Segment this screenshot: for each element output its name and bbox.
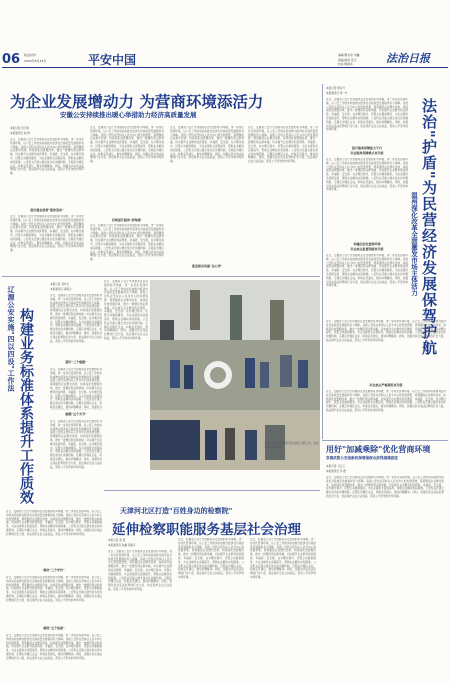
masthead	[0, 0, 450, 68]
page-date-line1: 政法时评	[24, 53, 37, 57]
article-left-subhead4: 确保"五个结果"	[43, 626, 65, 630]
article-bottom-byline1: 本报记者 张 晨	[108, 539, 126, 542]
article-right-subhead1: 提升服务保障能力平台	[351, 146, 382, 150]
page-number: 06	[2, 52, 21, 67]
article-top-col1-text2: 近日，安徽省公安厅出台服务企业发展的系列举措，进一步优化营商环境，以公安工作的实际成效为经济社会高质量发展提供有力保障。各级公安机关坚持以人民为中心的发展思想，紧紧围绕企业群众需求，持续深化放管服改革，推出一批便民利企新举措，切实提升企业群众的获得感、幸福感、安全感。在办理过程中，民警主动靠前服务，为企业提供全流程指导，帮助企业解决实际困难。公安机关还建立健全常态化沟通机制，定期走访辖区企业，听取意见建议，推动问题解决。同时，加强对涉企违法犯罪的打击力度，依法保护企业合法权益，营造公平竞争的市场环境。	[10, 215, 84, 253]
article-top-col2-text2: 近日，安徽省公安厅出台服务企业发展的系列举措，进一步优化营商环境，以公安工作的实际成效为经济社会高质量发展提供有力保障。各级公安机关坚持以人民为中心的发展思想，紧紧围绕企业群众需求，持续深化放管服改革，推出一批便民利企新举措，切实提升企业群众的获得感、幸福感、安全感。在办理过程中，民警主动靠前服务，为企业提供全流程指导，帮助企业解决实际困难。公安机关还建立健全常态化沟通机制，定期走访辖区企业，听取意见建议，推动问题解决。同时，加强对涉企违法犯罪的打击力度，依法保护企业合法权益，营造公平竞争的市场环境。	[90, 224, 164, 262]
article-left-subhead2: 破题"五个关节"	[65, 412, 87, 416]
section-title: 平安中国	[88, 53, 137, 67]
article-right-col1-text: 近日，安徽省公安厅出台服务企业发展的系列举措，进一步优化营商环境，以公安工作的实际成效为经济社会高质量发展提供有力保障。各级公安机关坚持以人民为中心的发展思想，紧紧围绕企业群众需求，持续深化放管服改革，推出一批便民利企新举措，切实提升企业群众的获得感、幸福感、安全感。在办理过程中，民警主动靠前服务，为企业提供全流程指导，帮助企业解决实际困难。公安机关还建立健全常态化沟通机制，定期走访辖区企业，听取意见建议，推动问题解决。同时，加强对涉企违法犯罪的打击力度，依法保护企业合法权益，营造公平竞争的市场环境。	[326, 98, 408, 132]
article-top-col1-text: 近日，安徽省公安厅出台服务企业发展的系列举措，进一步优化营商环境，以公安工作的实际成效为经济社会高质量发展提供有力保障。各级公安机关坚持以人民为中心的发展思想，紧紧围绕企业群众需求，持续深化放管服改革，推出一批便民利企新举措，切实提升企业群众的获得感、幸福感、安全感。在办理过程中，民警主动靠前服务，为企业提供全流程指导，帮助企业解决实际困难。公安机关还建立健全常态化沟通机制，定期走访辖区企业，听取意见建议，推动问题解决。同时，加强对涉企违法犯罪的打击力度，依法保护企业合法权益，营造公平竞争的市场环境。	[10, 138, 84, 176]
page-date-line2: 2023年6月24日	[24, 59, 47, 63]
right-column-divider	[322, 84, 323, 439]
article-top-subhead2: 持续提升服务"获得感"	[111, 218, 143, 222]
article-right-title: 法治"护盾"为民营经济发展保驾护航	[420, 98, 438, 356]
article-right-col1-text2: 近日，安徽省公安厅出台服务企业发展的系列举措，进一步优化营商环境，以公安工作的实际成效为经济社会高质量发展提供有力保障。各级公安机关坚持以人民为中心的发展思想，紧紧围绕企业群众需求，持续深化放管服改革，推出一批便民利企新举措，切实提升企业群众的获得感、幸福感、安全感。在办理过程中，民警主动靠前服务，为企业提供全流程指导，帮助企业解决实际困难。公安机关还建立健全常态化沟通机制，定期走访辖区企业，听取意见建议，推动问题解决。同时，加强对涉企违法犯罪的打击力度，依法保护企业合法权益，营造公平竞争的市场环境。	[326, 158, 408, 192]
article-bottom-title-line1: 天津河北区打造"百姓身边的检察院"	[120, 507, 233, 515]
article-bottom-byline2: 本报通讯员 孙鑫 张丽月	[108, 544, 136, 547]
article-bottom-title-line2: 延伸检察职能服务基层社会治理	[112, 522, 301, 538]
article-right-col2-text: 近日，安徽省公安厅出台服务企业发展的系列举措，进一步优化营商环境，以公安工作的实际成效为经济社会高质量发展提供有力保障。各级公安机关坚持以人民为中心的发展思想，紧紧围绕企业群众需求，持续深化放管服改革，推出一批便民利企新举措，切实提升企业群众的获得感、幸福感、安全感。在办理过程中，民警主动靠前服务，为企业提供全流程指导，帮助企业解决实际困难。公安机关还建立健全常态化沟通机制，定期走访辖区企业，听取意见建议，推动问题解决。同时，加强对涉企违法犯罪的打击力度，依法保护企业合法权益，营造公平竞争的市场环境。	[326, 320, 446, 342]
article-bottom-col2-text: 近日，安徽省公安厅出台服务企业发展的系列举措，进一步优化营商环境，以公安工作的实际成效为经济社会高质量发展提供有力保障。各级公安机关坚持以人民为中心的发展思想，紧紧围绕企业群众需求，持续深化放管服改革，推出一批便民利企新举措，切实提升企业群众的获得感、幸福感、安全感。在办理过程中，民警主动靠前服务，为企业提供全流程指导，帮助企业解决实际困难。公安机关还建立健全常态化沟通机制，定期走访辖区企业，听取意见建议，推动问题解决。同时，加强对涉企违法犯罪的打击力度，依法保护企业合法权益，营造公平竞争的市场环境。	[178, 538, 244, 579]
center-photo-caption: 天津市公安局某分局民警在辖区开展工作。本报记者 孟绍勇 摄	[264, 442, 319, 449]
article-bottom-right-byline2: 本报通讯员 李 媛	[326, 470, 346, 473]
bottom-right-rule	[322, 440, 448, 441]
article-right-byline2: 本报通讯员 郑一叶	[326, 92, 348, 95]
article-bottom-right-text: 近日，安徽省公安厅出台服务企业发展的系列举措，进一步优化营商环境，以公安工作的实际成效为经济社会高质量发展提供有力保障。各级公安机关坚持以人民为中心的发展思想，紧紧围绕企业群众需求，持续深化放管服改革，推出一批便民利企新举措，切实提升企业群众的获得感、幸福感、安全感。在办理过程中，民警主动靠前服务，为企业提供全流程指导，帮助企业解决实际困难。公安机关还建立健全常态化沟通机制，定期走访辖区企业，听取意见建议，推动问题解决。同时，加强对涉企违法犯罪的打击力度，依法保护企业合法权益，营造公平竞争的市场环境。	[326, 476, 444, 498]
article-top	[2, 84, 320, 274]
article-right-byline1: 本报记者 陈东升	[326, 87, 345, 90]
article-top-subhead3: 推进商会沟通"总心州"	[191, 264, 223, 268]
article-left-byline1: 本报记者 刘中全	[50, 283, 69, 286]
article-left-col1-text2: 近日，安徽省公安厅出台服务企业发展的系列举措，进一步优化营商环境，以公安工作的实际成效为经济社会高质量发展提供有力保障。各级公安机关坚持以人民为中心的发展思想，紧紧围绕企业群众需求，持续深化放管服改革，推出一批便民利企新举措，切实提升企业群众的获得感、幸福感、安全感。在办理过程中，民警主动靠前服务，为企业提供全流程指导，帮助企业解决实际困难。公安机关还建立健全常态化沟通机制，定期走访辖区企业，听取意见建议，推动问题解决。同时，加强对涉	[50, 368, 102, 409]
editor-line2: 美编/温如 高云	[338, 57, 357, 62]
article-bottom-right	[322, 442, 448, 682]
article-left-subhead1: 紧盯"三个难题"	[65, 360, 87, 364]
editor-line3: 校对/韩国华	[338, 62, 353, 66]
article-right-subhead2: 涉企服务保障模式再升级	[350, 151, 384, 155]
article-bottom-right-byline1: 本报记者 马云云	[326, 465, 345, 468]
article-right-subhead3: 构建法治化营商环境	[353, 242, 381, 246]
article-right-subhead5: 涉企执法严格规范再升级	[369, 383, 403, 387]
article-top-title: 为企业发展增动力 为营商环境添活力	[10, 93, 264, 111]
newspaper-logo: 法治日报	[386, 52, 430, 65]
article-left-byline2: 本报通讯员 孙明日	[50, 288, 72, 291]
article-bottom-col1-text: 近日，安徽省公安厅出台服务企业发展的系列举措，进一步优化营商环境，以公安工作的实际成效为经济社会高质量发展提供有力保障。各级公安机关坚持以人民为中心的发展思想，紧紧围绕企业群众需求，持续深化放管服改革，推出一批便民利企新举措，切实提升企业群众的获得感、幸福感、安全感。在办理过程中，民警主动靠前服务，为企业提供全流程指导，帮助企业解决实际困难。公安机关还建立健全常态化沟通机制，定期走访辖区企业，听取意见建议，推动问题解决。同时，加强对涉企违法犯罪的打击力度，依法保护企业合法权益，营造公平竞争的市场环境。	[108, 550, 172, 591]
article-top-subhead1: 推出暖企政策"服务清单"	[30, 208, 64, 212]
article-left	[2, 278, 102, 683]
article-left-col1-text3: 近日，安徽省公安厅出台服务企业发展的系列举措，进一步优化营商环境，以公安工作的实际成效为经济社会高质量发展提供有力保障。各级公安机关坚持以人民为中心的发展思想，紧紧围绕企业群众需求，持续深化放管服改革，推出一批便民利企新举措，切实提升企业群众的获得感、幸福感、安全感。在办理过程中，民警主动靠前服务，为企业提供全流程指导，帮助企业解决实际困难。公安机关还建立健全常态化沟通机制，定期走访辖区企业，听取意见建议，推动问题解决。同时，加强对涉企违法犯罪的打击力度，依法保护企业合法权益，营造公平竞争的市场环境。	[50, 420, 102, 469]
article-left-col1-text: 近日，安徽省公安厅出台服务企业发展的系列举措，进一步优化营商环境，以公安工作的实际成效为经济社会高质量发展提供有力保障。各级公安机关坚持以人民为中心的发展思想，紧紧围绕企业群众需求，持续深化放管服改革，推出一批便民利企新举措，切实提升企业群众的获得感、幸福感、安全感。在办理过程中，民警主动靠前服务，为企业提供全流程指导，帮助企业解决实际困难。公安机关还建立健全常态化沟通机制，定期走访辖区企业，听取意见建议，推动问题解决。同时，加强对涉企违法犯罪的打击力度，依法保护企业合法权益，营造公平竞争的市场环境。	[50, 294, 102, 343]
bottom-center-rule	[104, 490, 320, 491]
masthead-rule	[2, 67, 448, 68]
article-left-subhead3: 做好"三个评价"	[43, 568, 65, 572]
article-top-col2-text: 近日，安徽省公安厅出台服务企业发展的系列举措，进一步优化营商环境，以公安工作的实际成效为经济社会高质量发展提供有力保障。各级公安机关坚持以人民为中心的发展思想，紧紧围绕企业群众需求，持续深化放管服改革，推出一批便民利企新举措，切实提升企业群众的获得感、幸福感、安全感。在办理过程中，民警主动靠前服务，为企业提供全流程指导，帮助企业解决实际困难。公安机关还建立健全常态化沟通机制，定期走访辖区企业，听取意见建议，推动问题解决。同时，加强对涉企违法犯罪的打击力度，依法保护企业合法权益，营造公平竞争的市场环境。	[90, 126, 164, 164]
article-left-col2-text: 近日，安徽省公安厅出台服务企业发展的系列举措，进一步优化营商环境，以公安工作的实际成效为经济社会高质量发展提供有力保障。各级公安机关坚持以人民为中心的发展思想，紧紧围绕企业群众需求，持续深化放管服改革，推出一批便民利企新举措，切实提升企业群众的获得感、幸福感、安全感。在办理过程中，民警主动靠前服务，为企业提供全流程指导，帮助企业解决实际困难。公安机关还建立健全常态化沟通机制，定期走访辖区企业，听取意见建议，推动问题解决。同时，加强对涉企违法犯罪的打击力度，依法保护企业合法权益，营造公平竞争的市场环境。	[6, 510, 102, 536]
article-bottom-right-title: 用好"加减乘除"优化营商环境	[326, 445, 431, 454]
article-top-subtitle: 安徽公安持续推出暖心举措助力经济高质量发展	[60, 111, 197, 119]
editor-line1: 编辑/曹永泉 刘巍	[338, 53, 360, 57]
article-right-col1-text3: 近日，安徽省公安厅出台服务企业发展的系列举措，进一步优化营商环境，以公安工作的实际成效为经济社会高质量发展提供有力保障。各级公安机关坚持以人民为中心的发展思想，紧紧围绕企业群众需求，持续深化放管服改革，推出一批便民利企新举措，切实提升企业群众的获得感、幸福感、安全感。在办理过程中，民警主动靠前服务，为企业提供全流程指导，帮助企业解决实际困难。公安机关还建立健全常态化沟通机制，定期走访辖区企业，听取意见建议，推动问题解决。同时，加强对涉企违法犯罪的打击力度，依法保护企业合法权益，营造公平竞争的市场环境。	[326, 254, 408, 288]
article-left-title: 构建业务标准体系提升工作质效	[18, 308, 34, 504]
article-right	[324, 84, 448, 439]
article-bottom	[104, 492, 320, 682]
article-left-col2-text2: 近日，安徽省公安厅出台服务企业发展的系列举措，进一步优化营商环境，以公安工作的实际成效为经济社会高质量发展提供有力保障。各级公安机关坚持以人民为中心的发展思想，紧紧围绕企业群众需求，持续深化放管服改革，推出一批便民利企新举措，切实提升企业群众的获得感、幸福感、安全感。在办理过程中，民警主动靠前服务，为企业提供全流程指导，帮助企业解决实际困难。公安机关还建立健全常态化沟通机制，定期走访辖区企业，听取意见建议，推动问题解决。同时，加强对涉企违法犯罪的打击力度，依法保护企业合法权益，营造公平竞争的市场环境。	[6, 576, 102, 602]
article-right-subhead4: 涉企执法监督制度再升级	[350, 247, 384, 251]
left-top-rule	[2, 276, 320, 277]
article-left-col2-text3: 近日，安徽省公安厅出台服务企业发展的系列举措，进一步优化营商环境，以公安工作的实际成效为经济社会高质量发展提供有力保障。各级公安机关坚持以人民为中心的发展思想，紧紧围绕企业群众需求，持续深化放管服改革，推出一批便民利企新举措，切实提升企业群众的获得感、幸福感、安全感。在办理过程中，民警主动靠前服务，为企业提供全流程指导，帮助企业解决实际困难。公安机关还建立健全常态化沟通机制，定期走访辖区企业，听取意见建议，推动问题解决。同时，加强对涉企违法犯罪的打击力度，依法保护企业合法权益，营造公平竞争的市场环境。	[6, 634, 102, 660]
article-left-subtitle: 辽源公安实施"四以四设"工作法	[7, 286, 15, 392]
article-top-byline1: 本报记者 范天娇	[10, 127, 29, 130]
article-bottom-right-subtitle: 常德武陵公安创新机制增强群众获得感满意度	[326, 456, 398, 460]
article-bottom-col3-text: 近日，安徽省公安厅出台服务企业发展的系列举措，进一步优化营商环境，以公安工作的实际成效为经济社会高质量发展提供有力保障。各级公安机关坚持以人民为中心的发展思想，紧紧围绕企业群众需求，持续深化放管服改革，推出一批便民利企新举措，切实提升企业群众的获得感、幸福感、安全感。在办理过程中，民警主动靠前服务，为企业提供全流程指导，帮助企业解决实际困难。公安机关还建立健全常态化沟通机制，定期走访辖区企业，听取意见建议，推动问题解决。同时，加强对涉企违法犯罪的打击力度，依法保护企业合法权益，营造公平竞争的市场环境。	[250, 538, 316, 579]
article-top-byline2: 本报通讯员 刘 辉	[10, 132, 30, 135]
article-top-col3-text: 近日，安徽省公安厅出台服务企业发展的系列举措，进一步优化营商环境，以公安工作的实际成效为经济社会高质量发展提供有力保障。各级公安机关坚持以人民为中心的发展思想，紧紧围绕企业群众需求，持续深化放管服改革，推出一批便民利企新举措，切实提升企业群众的获得感、幸福感、安全感。在办理过程中，民警主动靠前服务，为企业提供全流程指导，帮助企业解决实际困难。公安机关还建立健全常态化沟通机制，定期走访辖区企业，听取意见建议，推动问题解决。同时，加强对涉企违法犯罪的打击力度，依法保护企业合法权益，营造公平竞争的市场环境。	[170, 126, 244, 164]
article-top-col4-text: 近日，安徽省公安厅出台服务企业发展的系列举措，进一步优化营商环境，以公安工作的实际成效为经济社会高质量发展提供有力保障。各级公安机关坚持以人民为中心的发展思想，紧紧围绕企业群众需求，持续深化放管服改革，推出一批便民利企新举措，切实提升企业群众的获得感、幸福感、安全感。在办理过程中，民警主动靠前服务，为企业提供全流程指导，帮助企业解决实际困难。公安机关还建立健全常态化沟通机制，定期走访辖区企业，听取意见建议，推动问题解决。同时，加强对涉企违法犯罪的打击力度，依法保护企业合法权益，营造公平竞争的市场环境。	[248, 126, 318, 164]
center-photo-side-text: 近日，安徽省公安厅出台服务企业发展的系列举措，进一步优化营商环境，以公安工作的实际成效为经济社会高质量发展提供有力保障。各级公安机关坚持以人民为中心的发展思想，紧紧围绕企业群众需求，持续深化放管服改革，推出一批便民利企新举措，切实提升企业群众的获得感、幸福感、安全感。在办理过程中，民警主动靠前服务，为企业提供全流程指导，帮助企业解决实际困难。公安机关还建立健全常态化沟通机制，定期走访辖区企业，听取意见建议，推动问题解决。同时，加强对涉企违法犯罪的打击力度，依法保护企业合法权益，营造公平竞争的市场环境。	[104, 280, 148, 340]
article-right-col2-text2: 近日，安徽省公安厅出台服务企业发展的系列举措，进一步优化营商环境，以公安工作的实际成效为经济社会高质量发展提供有力保障。各级公安机关坚持以人民为中心的发展思想，紧紧围绕企业群众需求，持续深化放管服改革，推出一批便民利企新举措，切实提升企业群众的获得感、幸福感、安全感。在办理过程中，民警主动靠前服务，为企业提供全流程指导，帮助企业解决实际困难。公安机关还建立健全常态化沟通机制，定期走访辖区企业，听取意见建议，推动问题解决。同时，加强对涉企违法犯罪的打击力度，依法保护企业合法权益，营造公平竞争的市场环境。	[326, 390, 446, 412]
article-right-subtitle: 温州深化改革全面激发市场主体活力	[410, 192, 418, 296]
